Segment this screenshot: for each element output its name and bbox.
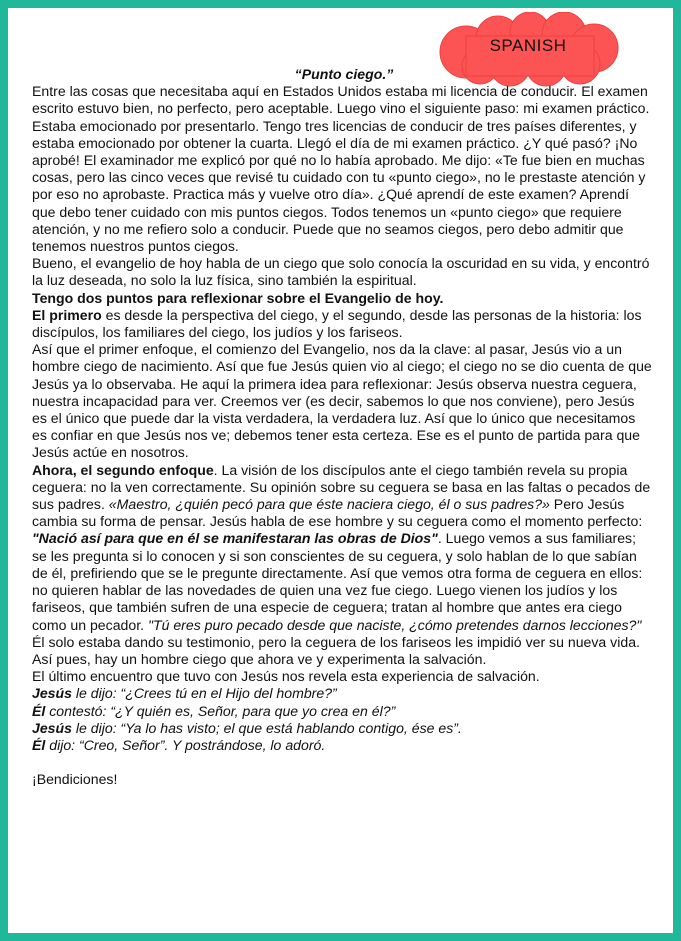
dialogue-line [32,720,652,737]
paragraph-gospel: Bueno, el evangelio de hoy habla de un ciego que solo conocía la oscuridad en su vida, y encontró la luz deseada, no solo la luz física, sino también la espiritual. [32,255,650,289]
paragraph-first-focus: Así que el primer enfoque, el comienzo del Evangelio, nos da la clave: al pasar, Jesús vio a un hombre ciego de nacimiento. Así que fue Jesús quien vio al ciego; el ciego no se dio cuenta de que Jesús ya lo observaba. He aquí la primera idea para reflexionar: Jesús observa nuestra ceguera, nuestra incapacidad para ver. Creemos ver (es decir, sabemos lo que nos conviene), pero Jesús es el único que puede dar la vista verdadera, la verdadera luz. Así que lo único que necesitamos es confiar en que Jesús nos ve; debemos tener esta certeza. Ese es el punto de partida para que Jesús actúe en nosotros. [32,341,652,461]
heading-text: Tengo dos puntos para reflexionar sobre el Evangelio de hoy. [32,289,444,306]
paragraph-last-encounter: El último encuentro que tuvo con Jesús nos revela esta experiencia de salvación. [32,668,540,685]
dialogue-speaker: Él [32,702,46,719]
dialogue-text: dijo: “Creo, Señor”. Y postrándose, lo adoró. [45,736,326,753]
second-focus-text-b: Pero Jesús cambia su forma de pensar. Jesús habla de ese hombre y su ceguera como el momento perfecto: [32,496,643,530]
second-focus-text-c: . Luego vemos a sus familiares; se les pregunta si lo conocen y si son conscientes de su ceguera, y solo hablan de lo que sabían de él, prefiriendo que se le pregunte directamente. Así que vemos otra forma de ceguera en ellos: no quieren hablar de las novedades de quien una vez fue ciego. Luego vienen los judíos y los fariseos, que también sufren de una especie de ceguera; tratan al hombre que antes era ciego como un pecador. [32,530,643,633]
badge-label: SPANISH [489,36,567,55]
closing-blessing: ¡Bendiciones! [32,771,118,788]
dialogue-speaker: Jesús [32,685,72,702]
paragraph-heading [32,290,652,307]
dialogue-line [32,685,652,702]
article-body [32,66,652,788]
paragraph-intro: Entre las cosas que necesitaba aquí en Estados Unidos estaba mi licencia de conducir. El examen escrito estuvo bien, no perfecto, pero aceptable. Luego vino el siguiente paso: mi examen práctico. Estaba emocionado por presentarlo. Tengo tres licencias de conducir de tres países diferentes, y estaba emocionado por obtener la cuarta. Llegó el día de mi examen práctico. ¿Y qué pasó? ¡No aprobé! El examinador me explicó por qué no lo había aprobado. Me dijo: «Te fue bien en muchas cosas, pero las cinco veces que revisé tu cuidado con tu «punto ciego», no le prestaste atención y por eso no aprobaste. Practica más y vuelve otro día». ¿Qué aprendí de este examen? Aprendí que debo tener cuidado con mis puntos ciegos. Todos tenemos un «punto ciego» que requiere atención, y no me refiero solo a conducir. Puede que no seamos ciegos, pero debo admitir que tenemos nuestros puntos ciegos. [32,83,650,255]
second-focus-text-a: . La visión de los discípulos ante el ciego también revela su propia ceguera: no la ven correctamente. Su opinión sobre su ceguera se basa en las faltas o pecados de sus padres. [32,461,651,513]
dialogue-line [32,737,652,754]
dialogue-text: contestó: “¿Y quién es, Señor, para que yo crea en él?” [45,702,396,719]
document-page [8,8,673,933]
dialogue-text: le dijo: “¿Crees tú en el Hijo del hombre?” [71,685,337,702]
article-title: “Punto ciego.” [294,66,394,82]
second-focus-label: Ahora, el segundo enfoque [32,461,214,478]
pharisees-quote: "Tú eres puro pecado desde que naciste, ¿cómo pretendes darnos lecciones?" [147,616,642,633]
first-point-text: es desde la perspectiva del ciego, y el segundo, desde las personas de la historia: los discípulos, los familiares del ciego, los judíos y los fariseos. [32,306,642,341]
paragraph-first-point [32,307,652,341]
dialogue-speaker: Él [32,736,46,753]
dialogue-speaker: Jesús [32,719,72,736]
first-point-label: El primero [32,306,102,323]
disciples-quote: «Maestro, ¿quién pecó para que éste naciera ciego, él o sus padres?» [108,496,550,513]
jesus-quote: "Nació así para que en él se manifestaran las obras de Dios" [32,530,438,547]
paragraph-second-focus [32,462,652,668]
dialogue-line [32,703,652,720]
dialogue-text: le dijo: “Ya lo has visto; el que está hablando contigo, ése es”. [71,719,462,736]
second-focus-text-d: Él solo estaba dando su testimonio, pero la ceguera de los fariseos les impidió ver su nueva vida. Así pues, hay un hombre ciego que ahora ve y experimenta la salvación. [32,633,640,667]
